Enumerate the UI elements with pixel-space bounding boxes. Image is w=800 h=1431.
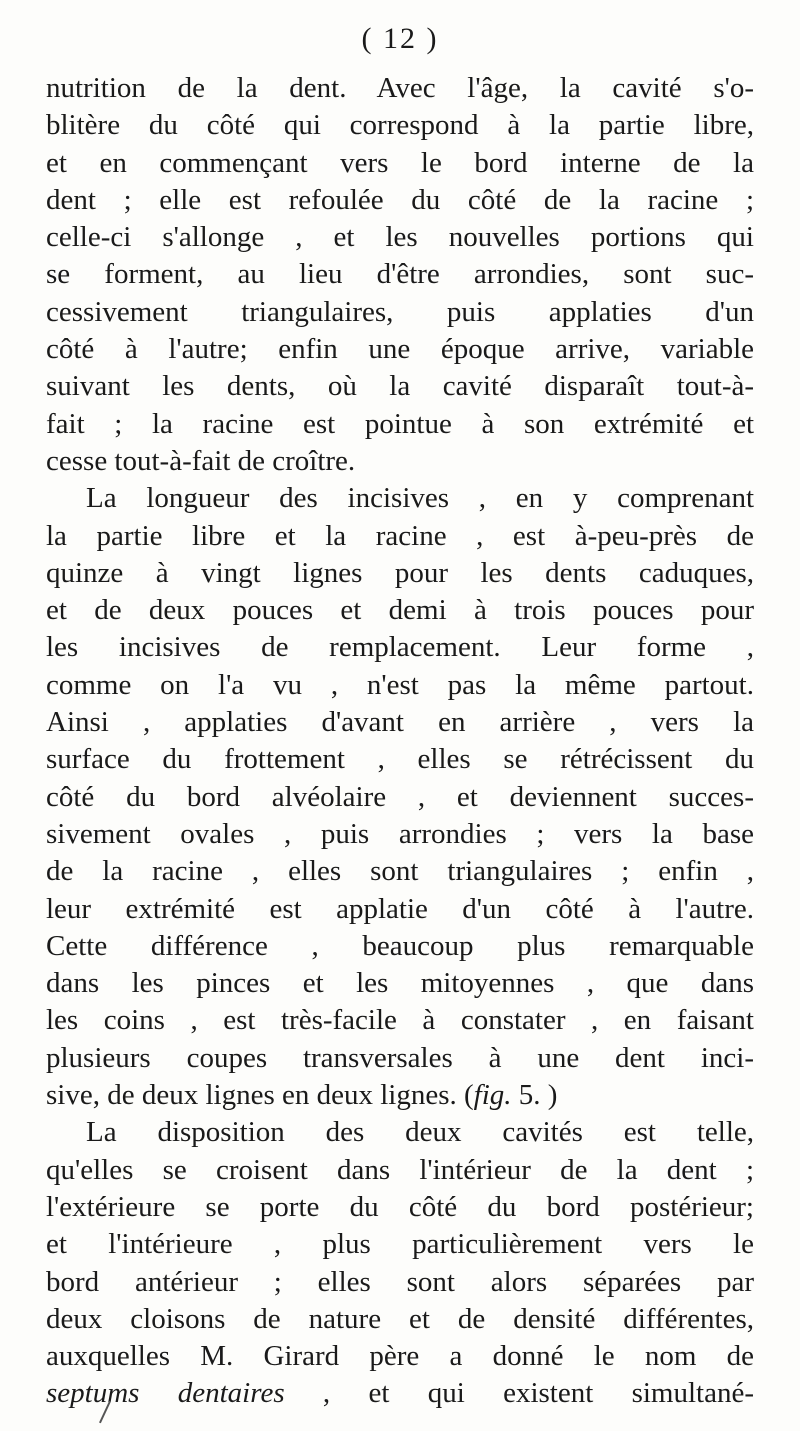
text-line-figure-ref [46, 1077, 754, 1114]
text-fragment: 5. ) [511, 1079, 558, 1112]
text-line: cessivement triangulaires, puis applaties d'un [46, 295, 754, 328]
text-line: Cette différence , beaucoup plus remarquable [46, 929, 754, 962]
text-line: Ainsi , applaties d'avant en arrière , vers la [46, 706, 754, 739]
text-line: l'extérieure se porte du côté du bord postérieur; [46, 1190, 754, 1223]
body-text [46, 70, 754, 1413]
text-line: bord antérieur ; elles sont alors séparées par [46, 1265, 754, 1298]
text-line: fait ; la racine est pointue à son extrémité et [46, 407, 754, 440]
text-line: auxquelles M. Girard père a donné le nom de [46, 1340, 754, 1373]
text-line: les coins , est très-facile à constater , en faisant [46, 1004, 754, 1037]
text-line: de la racine , elles sont triangulaires ; enfin , [46, 855, 754, 888]
paragraph-2 [46, 480, 754, 1114]
text-line: comme on l'a vu , n'est pas la même partout. [46, 668, 754, 701]
text-fragment: , et qui existent simultané- [284, 1377, 754, 1410]
text-line: dans les pinces et les mitoyennes , que dans [46, 967, 754, 1000]
text-line: et l'intérieure , plus particulièrement vers le [46, 1228, 754, 1261]
text-line: qu'elles se croisent dans l'intérieur de la dent ; [46, 1153, 754, 1186]
text-line: et en commençant vers le bord interne de la [46, 146, 754, 179]
text-line: la partie libre et la racine , est à-peu-près de [46, 519, 754, 552]
text-line: nutrition de la dent. Avec l'âge, la cavité s'o- [46, 72, 754, 104]
text-line: et de deux pouces et demi à trois pouces pour [46, 594, 754, 627]
text-line: La disposition des deux cavités est telle, [86, 1116, 754, 1149]
text-line: blitère du côté qui correspond à la partie libre, [46, 109, 754, 142]
italic-term: septums dentaires [46, 1377, 285, 1410]
text-line: suivant les dents, où la cavité disparaît tout-à- [46, 370, 754, 403]
text-line: quinze à vingt lignes pour les dents caduques, [46, 556, 754, 589]
text-line: dent ; elle est refoulée du côté de la racine ; [46, 183, 754, 216]
text-line: cesse tout-à-fait de croître. [46, 444, 356, 477]
text-line: celle-ci s'allonge , et les nouvelles portions qui [46, 221, 754, 254]
text-line: sivement ovales , puis arrondies ; vers la base [46, 817, 754, 850]
text-fragment: sive, de deux lignes en deux lignes. ( [46, 1079, 474, 1112]
text-line: deux cloisons de nature et de densité différentes, [46, 1302, 754, 1335]
text-line: La longueur des incisives , en y comprenant [86, 482, 754, 515]
paragraph-1 [46, 70, 754, 480]
figure-reference: fig. [473, 1079, 512, 1112]
text-line-italic-term [46, 1375, 754, 1412]
text-line: plusieurs coupes transversales à une dent inci- [46, 1041, 754, 1074]
text-line: leur extrémité est applatie d'un côté à l'autre. [46, 892, 754, 925]
text-line: se forment, au lieu d'être arrondies, sont suc- [46, 258, 754, 291]
text-line: surface du frottement , elles se rétrécissent du [46, 743, 754, 776]
page-number: ( 12 ) [361, 22, 439, 55]
text-line: les incisives de remplacement. Leur forme , [46, 631, 754, 664]
text-line: côté à l'autre; enfin une époque arrive, variable [46, 333, 754, 366]
paragraph-3 [46, 1114, 754, 1412]
text-line: côté du bord alvéolaire , et deviennent succes- [46, 780, 754, 813]
